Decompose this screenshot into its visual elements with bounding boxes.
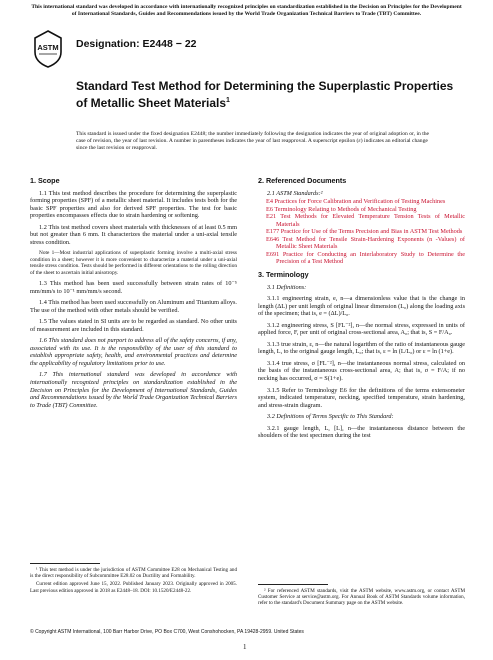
def-3-1-2: 3.1.2 engineering stress, S [FL⁻²], n—the normal stress, expressed in units of applied force, F, per unit of original cross-sectional area, A₀; that is, S = F/A₀. — [258, 321, 465, 337]
astm-standards-intro: 2.1 ASTM Standards:² — [267, 189, 323, 197]
note-1: Note 1—Most industrial applications of superplastic forming involve a multi-axial stress condition in a sheet; however it is more convenient to characterize a material under a uni-axial tensile stress condition. Tests should be performed in different orientations to the rolling direction of the sheet to ascertain initial anisotropy. — [30, 250, 237, 276]
title-footnote-marker: 1 — [226, 96, 230, 104]
terminology-heading: 3. Terminology — [258, 270, 309, 280]
reference-title[interactable]: Practice for Use of the Terms Precision and Bias in ASTM Test Methods — [280, 228, 463, 236]
reference-title[interactable]: Practice for Conducting an Interlaboratory Study to Determine the Precision of a Test Method — [276, 250, 466, 266]
page-number: 1 — [243, 643, 247, 651]
right-column — [258, 175, 465, 444]
reference-link[interactable]: E646 — [266, 235, 280, 243]
footnote-1: ¹ This test method is under the jurisdiction of ASTM Committee E28 on Mechanical Testing and is the direct responsibility of Subcommittee E28.02 on Ductility and Formability. — [30, 567, 237, 580]
footnote-2: ² For referenced ASTM standards, visit the ASTM website, www.astm.org, or contact ASTM Customer Service at service@astm.org. For Annual Book of ASTM Standards volume information, refer to the standard's Document Summary page on the ASTM website. — [258, 588, 465, 607]
left-footnotes — [30, 563, 237, 596]
def-3-2-1: 3.2.1 gauge length, L, [L], n—the instantaneous distance between the shoulders of the test specimen during the test — [258, 424, 465, 440]
reference-link[interactable]: E4 — [266, 198, 273, 206]
def-3-1-1: 3.1.1 engineering strain, e, n—a dimensionless value that is the change in length (ΔL) per unit length of original linear dimension (L₀) along the loading axis of the specimen; that is, e = (ΔL)/L₀. — [258, 295, 465, 318]
astm-logo — [33, 30, 63, 68]
def-3-1-5: 3.1.5 Refer to Terminology E6 for the definitions of the terms extensometer system, indicated temperature, necking, specified temperature, strain hardening, and stress-strain diagram. — [258, 386, 465, 409]
copyright-footer: © Copyright ASTM International, 100 Barr Harbor Drive, PO Box C700, West Conshohocken, PA 19428-2959. United States — [30, 629, 304, 635]
para-1-2: 1.2 This test method covers sheet materials with thicknesses of at least 0.5 mm but not greater than 6 mm. It characterizes the material under a uni-axial tensile stress condition. — [30, 223, 237, 246]
scope-heading: 1. Scope — [30, 176, 60, 185]
reference-item — [258, 198, 465, 206]
reference-item — [258, 236, 465, 251]
issued-note: This standard is issued under the fixed designation E2448; the number immediately following the designation indicates the year of original adoption or, in the case of revision, the year of last revision. A number in parentheses indicates the year of last reapproval. A superscript epsilon (ε) indicates an editorial change since the last revision or reapproval. — [76, 131, 430, 151]
para-1-1: 1.1 This test method describes the procedure for determining the superplastic forming properties (SPF) of a metallic sheet material. It includes tests both for the basic SPF properties and also for derived SPF properties. The test for basic properties encompasses effects due to strain hardening or softening. — [30, 189, 237, 220]
def-3-2: 3.2 Definitions of Terms Specific to This Standard: — [267, 413, 394, 421]
para-1-6: 1.6 This standard does not purport to address all of the safety concerns, if any, associated with its use. It is the responsibility of the user of this standard to establish appropriate safety, health, and environmental practices and determine the applicability of regulatory limitations prior to use. — [30, 337, 237, 367]
footnote-1-edition: Current edition approved June 15, 2022. Published January 2023. Originally approved in 2005. Last previous edition approved in 2018 as E2448–18. DOI: 10.1520/E2448-22. — [30, 581, 237, 594]
document-title — [76, 80, 456, 110]
def-3-1: 3.1 Definitions: — [267, 283, 307, 291]
para-1-5: 1.5 The values stated in SI units are to be regarded as standard. No other units of measurement are included in this standard. — [30, 318, 237, 333]
footnote-rule — [30, 563, 100, 564]
para-1-3: 1.3 This method has been used successfully between strain rates of 10⁻⁵ mm/mm/s to 10⁻¹ mm/mm/s second. — [30, 280, 237, 295]
reference-title[interactable]: Practices for Force Calibration and Verification of Testing Machines — [274, 198, 446, 206]
left-column — [30, 175, 237, 413]
para-1-7: 1.7 This international standard was developed in accordance with internationally recognized principles on standardization established in the Decision on Principles for the Development of International Standards, Guides and Recommendations issued by the World Trade Organization Technical Barriers to Trade (TBT) Committee. — [30, 371, 237, 409]
reference-link[interactable]: E21 — [266, 213, 277, 221]
reference-item — [258, 228, 465, 236]
wto-notice: This international standard was developed in accordance with internationally recognized principles on standardization established in the Decision on Principles for the Development of International Standards, Guides and Recommendations issued by the World Trade Organization Technical Barriers to Trade (TBT) Committee. — [31, 4, 462, 17]
svg-text:ASTM: ASTM — [37, 43, 59, 52]
referenced-documents-heading: 2. Referenced Documents — [258, 176, 347, 185]
para-1-4: 1.4 This method has been used successfully on Aluminum and Titanium alloys. The use of the method with other metals should be verified. — [30, 299, 237, 314]
reference-title[interactable]: Test Method for Tensile Strain-Hardening Exponents (n -Values) of Metallic Sheet Materials — [276, 235, 465, 251]
designation: Designation: E2448 − 22 — [76, 38, 197, 50]
title-text: Standard Test Method for Determining the Superplastic Properties of Metallic Sheet Materials — [76, 79, 454, 110]
reference-title[interactable]: Terminology Relating to Methods of Mechanical Testing — [274, 205, 417, 213]
def-3-1-4: 3.1.4 true stress, σ [FL⁻²], n—the instantaneous normal stress, calculated on the basis of the instantaneous cross-sectional area, A; that is, σ = F/A; if no necking has occurred, σ = S(1+e). — [258, 359, 465, 383]
reference-link[interactable]: E691 — [266, 250, 280, 258]
reference-list — [258, 198, 465, 266]
right-footnotes — [258, 584, 465, 609]
reference-item — [258, 206, 465, 214]
reference-link[interactable]: E177 — [266, 228, 280, 236]
reference-link[interactable]: E6 — [266, 205, 273, 213]
footnote-rule — [258, 584, 328, 585]
def-3-1-3: 3.1.3 true strain, ε, n—the natural logarithm of the ratio of instantaneous gauge length, L, to the original gauge length, L₀; that is, ε = ln (L/L₀) or ε = ln (1+e). — [258, 340, 465, 356]
reference-item — [258, 213, 465, 228]
reference-item — [258, 251, 465, 266]
reference-title[interactable]: Test Methods for Elevated Temperature Tension Tests of Metallic Materials — [276, 213, 465, 228]
